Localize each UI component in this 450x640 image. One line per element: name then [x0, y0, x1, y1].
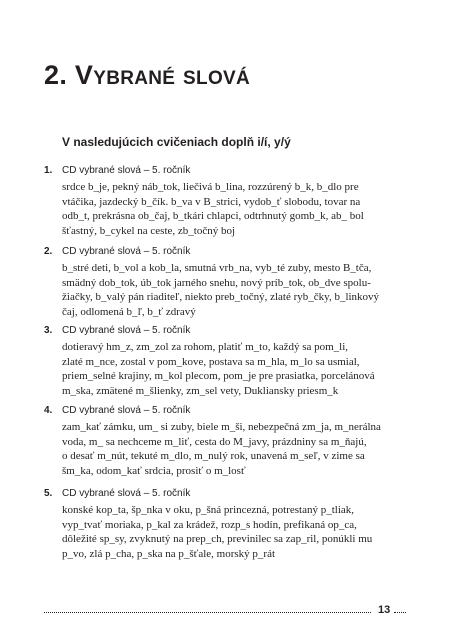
chapter-title: 2. Vybrané slová — [44, 60, 251, 90]
footer-dotted-rule-end — [394, 612, 406, 613]
exercise-text — [62, 420, 414, 478]
exercise-line: čaj, odlomená b_ľ, b_ť zdravý — [62, 305, 196, 318]
exercise-4 — [44, 404, 414, 478]
exercise-line: p_vo, zlá p_cha, p_ska na p_šťale, morský p_rát — [62, 547, 276, 560]
exercise-line: vyp_tvať moriaka, p_kal za krádež, rozp_s hodín, prefikaná op_ca, — [62, 518, 357, 531]
exercise-text — [62, 340, 414, 398]
exercise-line: zlaté m_nce, zostal v pom_kove, postava sa m_hla, m_lo sa usmial, — [62, 355, 360, 368]
exercise-line: zam_kať zámku, um_ si zuby, biele m_ši, nebezpečná zm_ja, m_nerálna — [62, 421, 381, 433]
exercise-line: žiačky, b_valý pán riaditeľ, niekto preb_točný, zlaté ryb_čky, b_linkový — [62, 291, 380, 303]
exercise-number: 3. — [44, 325, 53, 336]
exercise-source-label: CD vybrané slová – 5. ročník — [62, 165, 191, 176]
exercise-line: b_stré deti, b_vol a kob_la, smutná vrb_na, vyb_té zuby, mesto B_tča, — [62, 262, 372, 274]
footer-dotted-rule — [44, 612, 371, 613]
exercise-line: voda, m_ sa nechceme m_liť, cesta do M_javy, prázdniny sa m_ňajú, — [62, 435, 367, 448]
exercise-number: 4. — [44, 405, 53, 416]
exercise-5 — [44, 487, 414, 561]
exercise-line: m_ska, zmätené m_šlienky, zm_sel vety, Dukliansky priesm_k — [62, 384, 339, 397]
exercise-line: o desať m_nút, tekuté m_dlo, m_nulý rok, unavená m_seľ, v zime sa — [62, 450, 365, 462]
exercise-source-label: CD vybrané slová – 5. ročník — [62, 405, 191, 416]
exercise-line: šm_ka, odom_kať srdcia, prosiť o m_losť — [62, 464, 246, 477]
exercise-3 — [44, 324, 414, 398]
exercise-line: smädný dob_tok, úb_tok jarného snehu, nový príb_tok, ob_dve spolu- — [62, 276, 371, 289]
page-number: 13 — [378, 604, 391, 616]
exercise-line: vtáčika, jazdecký b_čík. b_va v B_strici, vydob_ť slobodu, tovar na — [62, 195, 361, 208]
exercise-number: 2. — [44, 246, 53, 257]
exercise-line: srdce b_je, pekný náb_tok, liečivá b_lina, rozzúrený b_k, b_dlo pre — [62, 181, 359, 193]
exercise-1 — [44, 164, 414, 238]
exercise-header — [44, 404, 414, 417]
exercise-number: 1. — [44, 165, 53, 176]
exercise-source-label: CD vybrané slová – 5. ročník — [62, 488, 191, 499]
exercise-text — [62, 503, 414, 561]
exercise-2 — [44, 245, 414, 319]
exercise-instruction: V nasledujúcich cvičeniach doplň i/í, y/ý — [62, 135, 291, 149]
exercise-line: odb_t, prekrásna ob_čaj, b_tkári chlapci, odtrhnutý gomb_k, ab_ bol — [62, 210, 364, 222]
exercise-text — [62, 180, 414, 238]
exercise-line: priem_selné krajiny, m_kol plecom, pom_je pre prasiatka, porcelánová — [62, 370, 375, 382]
exercise-line: konské kop_ta, šp_nka v oku, p_šná princezná, potrestaný p_tliak, — [62, 504, 355, 516]
exercise-line: šťastný, b_cykel na ceste, zb_točný boj — [62, 224, 236, 237]
exercise-header — [44, 487, 414, 500]
exercise-source-label: CD vybrané slová – 5. ročník — [62, 325, 191, 336]
exercise-header — [44, 164, 414, 177]
exercise-header — [44, 324, 414, 337]
exercise-line: dôležité sp_sy, zvyknutý na prep_ch, previnilec sa zap_ril, ponúkli mu — [62, 533, 373, 545]
exercise-line: dotieravý hm_z, zm_zol za rohom, platiť m_to, každý sa pom_li, — [62, 341, 349, 353]
exercise-number: 5. — [44, 488, 53, 499]
exercise-header — [44, 245, 414, 258]
exercise-source-label: CD vybrané slová – 5. ročník — [62, 246, 191, 257]
exercise-text — [62, 261, 414, 319]
